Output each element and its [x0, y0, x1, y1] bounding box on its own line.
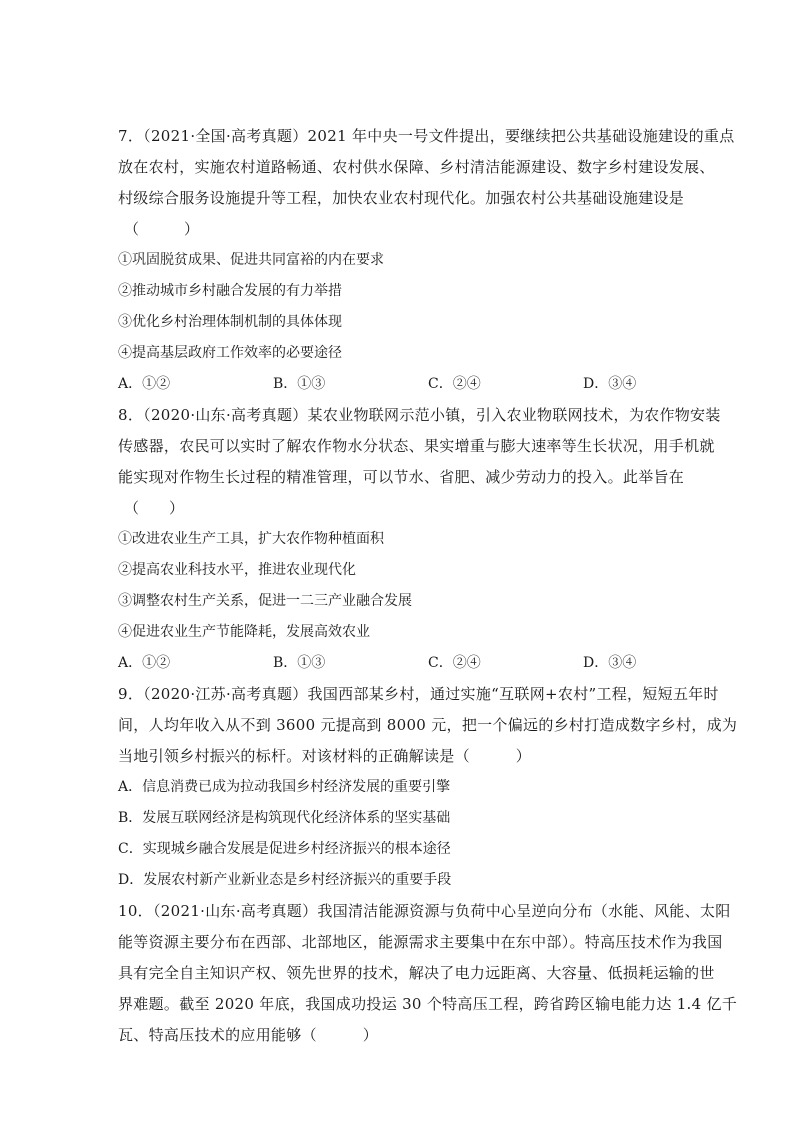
exam-page — [118, 121, 738, 1051]
question-stem-line: 界难题。截至 2020 年底，我国成功投运 30 个特高压工程，跨省跨区输电能力达 1.4 亿千 — [118, 995, 738, 1013]
choice-a: A．①② — [118, 376, 171, 392]
choice-d: D．③④ — [583, 655, 637, 671]
choice-b: B．①③ — [273, 376, 326, 392]
question-stem-line: 传感器，农民可以实时了解农作物水分状态、果实增重与膨大速率等生长状况，用手机就 — [118, 437, 715, 455]
question-9 — [118, 679, 738, 896]
answer-choices — [118, 369, 678, 400]
question-stem-line: 8．（2020·山东·高考真题）某农业物联网示范小镇，引入农业物联网技术，为农作物安装 — [118, 406, 721, 424]
question-stem-line: 9．（2020·江苏·高考真题）我国西部某乡村，通过实施“互联网+农村”工程，短短五年时 — [118, 685, 719, 703]
choice-c: C．②④ — [428, 376, 481, 392]
statement-item: ④提高基层政府工作效率的必要途径 — [118, 345, 342, 361]
question-stem-line: 放在农村，实施农村道路畅通、农村供水保障、乡村清洁能源建设、数字乡村建设发展、 — [118, 158, 715, 176]
statement-item: ①改进农业生产工具，扩大农作物种植面积 — [118, 531, 384, 547]
statement-item: ③调整农村生产关系，促进一二三产业融合发展 — [118, 593, 412, 609]
question-stem-line: 能实现对作物生长过程的精准管理，可以节水、省肥、减少劳动力的投入。此举旨在 — [118, 468, 685, 486]
statement-item: ①巩固脱贫成果、促进共同富裕的内在要求 — [118, 252, 384, 268]
question-stem-line: 村级综合服务设施提升等工程，加快农业农村现代化。加强农村公共基础设施建设是 — [118, 189, 685, 207]
statement-item: ④促进农业生产节能降耗，发展高效农业 — [118, 624, 370, 640]
question-10 — [118, 896, 738, 1051]
choice-d: D．③④ — [583, 376, 637, 392]
answer-option: C．实现城乡融合发展是促进乡村经济振兴的根本途径 — [118, 841, 451, 857]
answer-option: B．发展互联网经济是构筑现代化经济体系的坚实基础 — [118, 810, 451, 826]
question-7 — [118, 121, 735, 400]
choice-a: A．①② — [118, 655, 171, 671]
choice-c: C．②④ — [428, 655, 481, 671]
question-stem-line: 能等资源主要分布在西部、北部地区，能源需求主要集中在东中部）。特高压技术作为我国 — [118, 933, 723, 951]
answer-option: A．信息消费已成为拉动我国乡村经济发展的重要引擎 — [118, 779, 451, 795]
question-stem-line: 7．（2021·全国·高考真题）2021 年中央一号文件提出，要继续把公共基础设施建设的重点 — [118, 127, 735, 145]
statement-item: ②提高农业科技水平，推进农业现代化 — [118, 562, 356, 578]
question-8 — [118, 400, 721, 679]
question-stem-line: 间，人均年收入从不到 3600 元提高到 8000 元，把一个偏远的乡村打造成数字乡村，成为 — [118, 716, 738, 734]
question-stem-line: 瓦、特高压技术的应用能够（ ） — [118, 1026, 379, 1044]
answer-bracket: （ ） — [124, 499, 185, 517]
answer-bracket: （ ） — [124, 220, 200, 238]
question-stem-line: 具有完全自主知识产权、领先世界的技术，解决了电力远距离、大容量、低损耗运输的世 — [118, 964, 715, 982]
statement-item: ③优化乡村治理体制机制的具体体现 — [118, 314, 342, 330]
question-stem-line: 当地引领乡村振兴的标杆。对该材料的正确解读是（ ） — [118, 747, 532, 765]
answer-option: D．发展农村新产业新业态是乡村经济振兴的重要手段 — [118, 872, 452, 888]
choice-b: B．①③ — [273, 655, 326, 671]
answer-choices — [118, 648, 678, 679]
statement-item: ②推动城市乡村融合发展的有力举措 — [118, 283, 342, 299]
question-stem-line: 10．（2021·山东·高考真题）我国清洁能源资源与负荷中心呈逆向分布（水能、风能、太阳 — [118, 902, 731, 920]
